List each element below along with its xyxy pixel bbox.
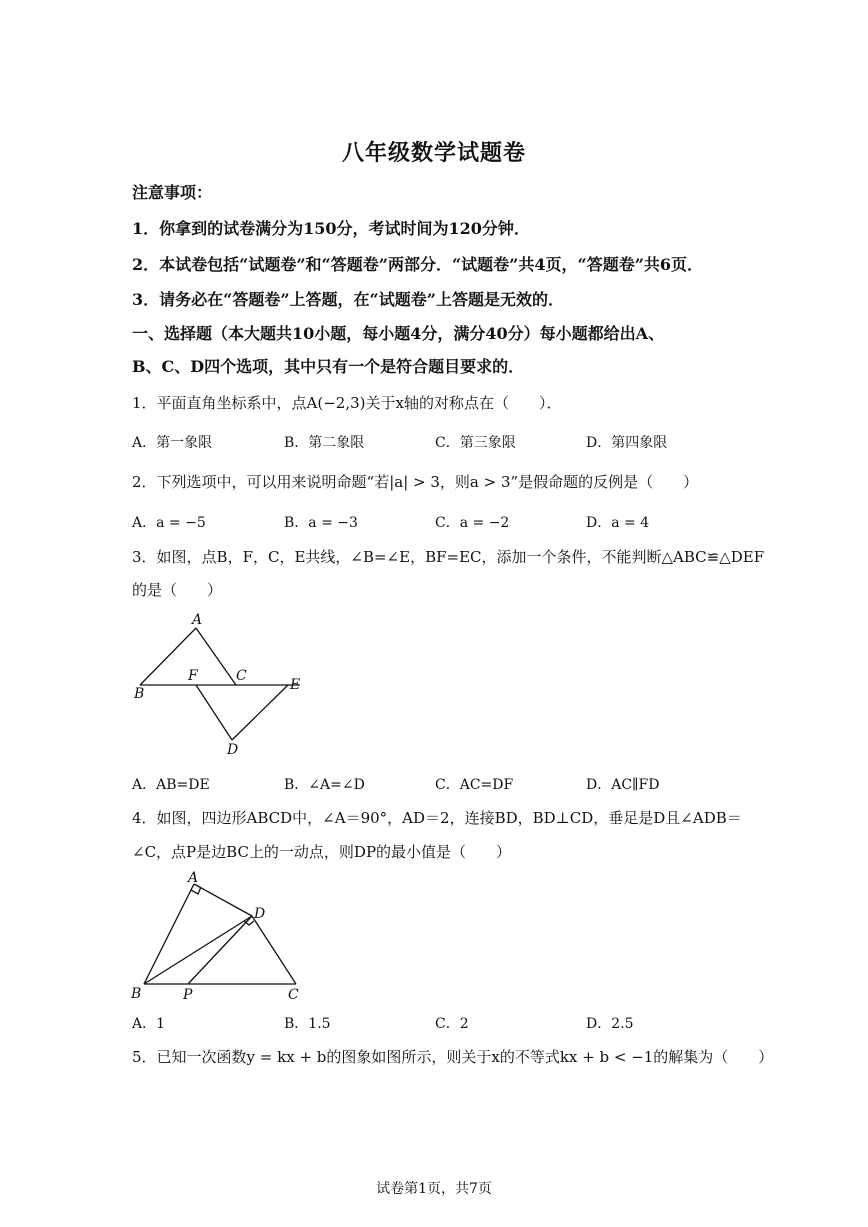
- q3-option-b: B．∠A=∠D: [284, 777, 365, 793]
- q4-label-p: P: [183, 987, 193, 1003]
- note-item-2: 2．本试卷包括“试题卷”和“答题卷”两部分．“试题卷”共4页，“答题卷”共6页．: [132, 255, 704, 274]
- q3-label-c: C: [236, 668, 247, 684]
- q4-option-c: C．2: [435, 1016, 469, 1032]
- q2-option-b: B．a = −3: [284, 515, 358, 531]
- q4-label-c: C: [288, 987, 299, 1003]
- q4-label-a: A: [188, 870, 199, 886]
- q1-option-c: C．第三象限: [435, 435, 516, 451]
- q4-option-d: D．2.5: [586, 1016, 634, 1032]
- question-4-stem-line-2: ∠C，点P是边BC上的一动点，则DP的最小值是（ ）: [132, 843, 512, 861]
- note-item-1: 1．你拿到的试卷满分为150分，考试时间为120分钟．: [132, 219, 530, 238]
- q2-option-a: A．a = −5: [132, 515, 206, 531]
- q3-label-e: E: [290, 677, 301, 693]
- q2-option-c: C．a = −2: [435, 515, 510, 531]
- question-2-stem: 2．下列选项中，可以用来说明命题“若|a| > 3，则a > 3”是假命题的反例是（ ）: [132, 473, 699, 491]
- q3-label-b: B: [134, 686, 145, 702]
- q3-label-d: D: [227, 742, 239, 758]
- q4-label-d: D: [254, 906, 266, 922]
- q1-option-a: A．第一象限: [132, 435, 213, 451]
- q3-label-a: A: [192, 612, 203, 628]
- q4-option-b: B．1.5: [284, 1016, 331, 1032]
- q2-option-d: D．a = 4: [586, 515, 650, 531]
- question-3-stem-line-1: 3．如图，点B，F，C，E共线，∠B=∠E，BF=EC，添加一个条件，不能判断△ABC≌△DEF: [132, 548, 765, 566]
- segment-dc: [252, 916, 296, 984]
- q4-quadrilateral-figure: [128, 868, 308, 1006]
- q3-label-f: F: [188, 668, 198, 684]
- question-4-stem-line-1: 4．如图，四边形ABCD中，∠A＝90°，AD＝2，连接BD，BD⊥CD，垂足是D且∠ADB＝: [132, 809, 742, 827]
- notes-heading: 注意事项：: [132, 183, 213, 202]
- segment-fd: [196, 685, 232, 740]
- section-heading-line-2: B、C、D四个选项，其中只有一个是符合题目要求的．: [132, 357, 525, 376]
- q3-option-a: A．AB=DE: [132, 777, 210, 793]
- segment-de: [232, 685, 288, 740]
- note-item-3: 3．请务必在“答题卷”上答题，在“试题卷”上答题是无效的．: [132, 290, 564, 309]
- segment-ac: [196, 628, 236, 685]
- q3-option-d: D．AC∥FD: [586, 777, 660, 793]
- page-title: 八年级数学试题卷: [341, 140, 526, 166]
- question-3-stem-line-2: 的是（ ）: [132, 581, 223, 599]
- question-1-stem: 1．平面直角坐标系中，点A(−2,3)关于x轴的对称点在（ ）．: [132, 394, 562, 412]
- page-footer: 试卷第1页，共7页: [376, 1181, 492, 1197]
- q1-option-d: D．第四象限: [586, 435, 668, 451]
- q3-option-c: C．AC=DF: [435, 777, 514, 793]
- section-heading-line-1: 一、选择题（本大题共10小题，每小题4分，满分40分）每小题都给出A、: [132, 324, 665, 343]
- q4-label-b: B: [131, 986, 142, 1002]
- segment-ad: [194, 884, 252, 916]
- question-5-stem: 5．已知一次函数y = kx + b的图象如图所示，则关于x的不等式kx + b < −1的解集为（ ）: [132, 1048, 774, 1066]
- q1-option-b: B．第二象限: [284, 435, 365, 451]
- right-angle-mark-d: [244, 921, 254, 925]
- q4-option-a: A．1: [132, 1016, 166, 1032]
- q3-triangle-figure: [130, 610, 310, 760]
